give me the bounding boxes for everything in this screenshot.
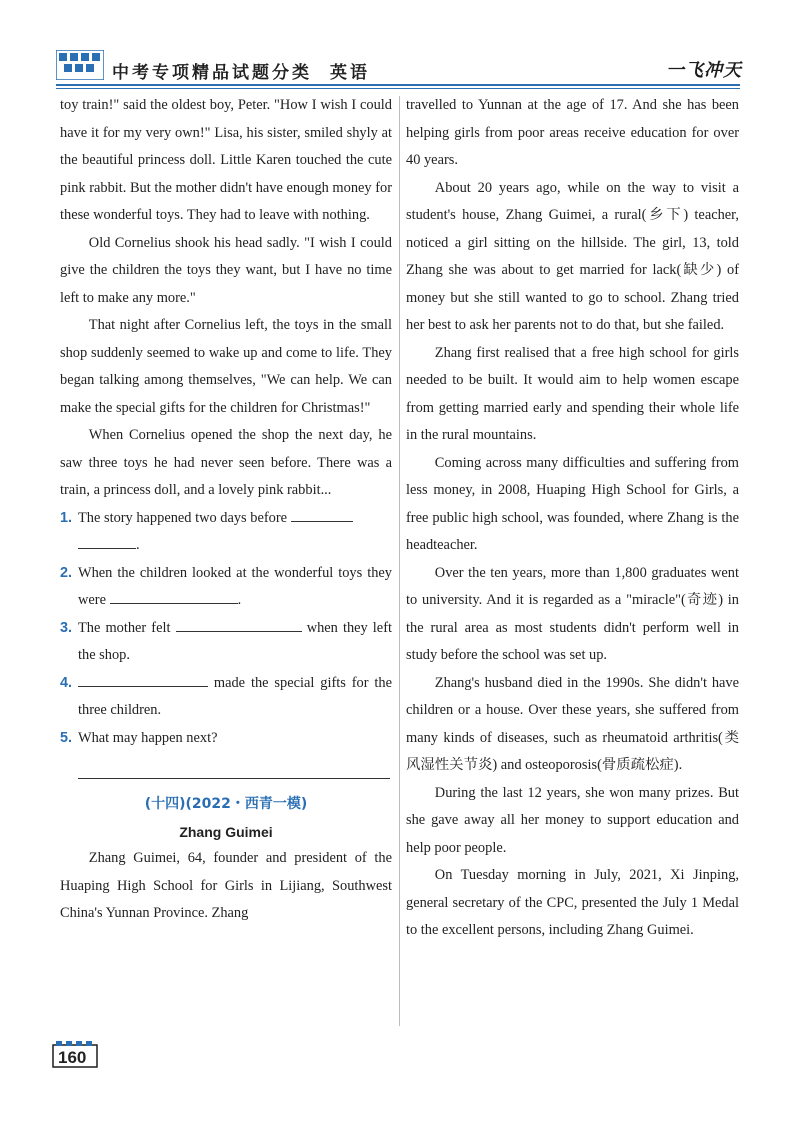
page-number: 160	[58, 1048, 87, 1067]
header-rule-thin	[56, 88, 740, 89]
question-item	[60, 505, 392, 560]
question-prompt: When the children looked at the wonderful toys they were	[78, 564, 392, 608]
question-item	[60, 560, 392, 615]
question-prompt: What may happen next?	[78, 729, 218, 746]
question-number: 5.	[60, 729, 73, 746]
series-title	[112, 58, 370, 83]
series-logo-icon	[56, 50, 104, 80]
page-number-badge	[52, 1040, 100, 1070]
answer-blank[interactable]	[78, 534, 136, 549]
question-number: 3.	[60, 619, 73, 636]
series-name: 中考专项精品试题分类	[112, 63, 312, 82]
column-divider	[399, 96, 400, 1026]
brand-logo: 一飞冲天	[666, 60, 742, 80]
right-column	[406, 92, 739, 945]
question-text	[78, 670, 392, 725]
section-label: (十四)(2022・西青一模)	[144, 796, 308, 812]
question-item	[60, 615, 392, 670]
question-text	[78, 560, 392, 615]
article-paragraph: During the last 12 years, she won many prizes. But she gave away all her money to support education and help poor people.	[406, 784, 739, 856]
question-prompt: The story happened two days before	[78, 509, 287, 526]
header-rule	[56, 84, 740, 86]
question-suffix: when they left the shop.	[78, 619, 392, 663]
answer-blank[interactable]	[110, 589, 238, 604]
answer-blank[interactable]	[176, 617, 302, 632]
article-paragraph: Zhang first realised that a free high school for girls needed to be built. It would aim to help women escape from getting married early and spending their whole life in the rural mountains.	[406, 344, 739, 443]
question-item	[60, 670, 392, 725]
question-number: 4.	[60, 674, 73, 691]
answer-blank[interactable]	[291, 507, 353, 522]
article-title: Zhang Guimei	[179, 824, 273, 840]
article-paragraph: Over the ten years, more than 1,800 graduates went to university. And it is regarded as a "miracle"(奇迹) in the rural area as most students didn't perform well in study before the school was set up.	[406, 564, 739, 663]
story-paragraph: Old Cornelius shook his head sadly. "I wish I could give the children the toys they want, but I have no time left to make any more."	[60, 234, 392, 306]
answer-blank[interactable]	[78, 672, 208, 687]
article-paragraph: Zhang's husband died in the 1990s. She didn't have children or a house. Over these years, she suffered from many kinds of diseases, such as rheumatoid arthritis(类风湿性关节炎) and osteoporosis(骨质疏松症).	[406, 674, 739, 773]
question-text	[78, 615, 392, 670]
question-item	[60, 725, 392, 753]
article-paragraph: travelled to Yunnan at the age of 17. And she has been helping girls from poor areas receive education for over 40 years.	[406, 97, 739, 168]
story-paragraph: That night after Cornelius left, the toys in the small shop suddenly seemed to wake up and come to life. They began talking among themselves, "We can help. We can make the special gifts for the children for Christmas!"	[60, 317, 392, 416]
story-paragraph: When Cornelius opened the shop the next day, he saw three toys he had never seen before. There was a train, a princess doll, and a lovely pink rabbit...	[60, 427, 392, 498]
question-text	[78, 505, 392, 560]
article-paragraph: On Tuesday morning in July, 2021, Xi Jinping, general secretary of the CPC, presented the July 1 Medal to the excellent persons, including Zhang Guimei.	[406, 867, 739, 938]
article-paragraph: Coming across many difficulties and suffering from less money, in 2008, Huaping High School for Girls, a free public high school, was founded, where Zhang is the headteacher.	[406, 454, 739, 553]
question-suffix: made the special gifts for the three children.	[78, 674, 392, 718]
question-number: 2.	[60, 564, 73, 581]
page-header	[0, 0, 800, 96]
subject-label: 英语	[330, 63, 370, 82]
question-text	[78, 725, 392, 753]
question-number: 1.	[60, 509, 73, 526]
article-paragraph: About 20 years ago, while on the way to visit a student's house, Zhang Guimei, a rural(乡下) teacher, noticed a girl sitting on the hillside. The girl, 13, told Zhang she was about to get married for lack(缺少) of money but she still wanted to go to school. Zhang tried her best to ask her parents not to do that, but she failed.	[406, 179, 739, 333]
question-suffix: .	[237, 592, 242, 608]
article-paragraph: Zhang Guimei, 64, founder and president of the Huaping High School for Girls in Lijiang, Southwest China's Yunnan Province. Zhang	[60, 850, 392, 921]
left-column	[60, 92, 392, 928]
answer-line[interactable]	[78, 778, 390, 779]
question-suffix: .	[136, 537, 140, 553]
story-paragraph: toy train!" said the oldest boy, Peter. "How I wish I could have it for my very own!" Lisa, his sister, smiled shyly at the beautiful princess doll. Little Karen touched the cute pink rabbit. But the mother didn't have enough money for these wonderful toys. They had to leave with nothing.	[60, 97, 392, 223]
question-prompt: The mother felt	[78, 619, 171, 636]
